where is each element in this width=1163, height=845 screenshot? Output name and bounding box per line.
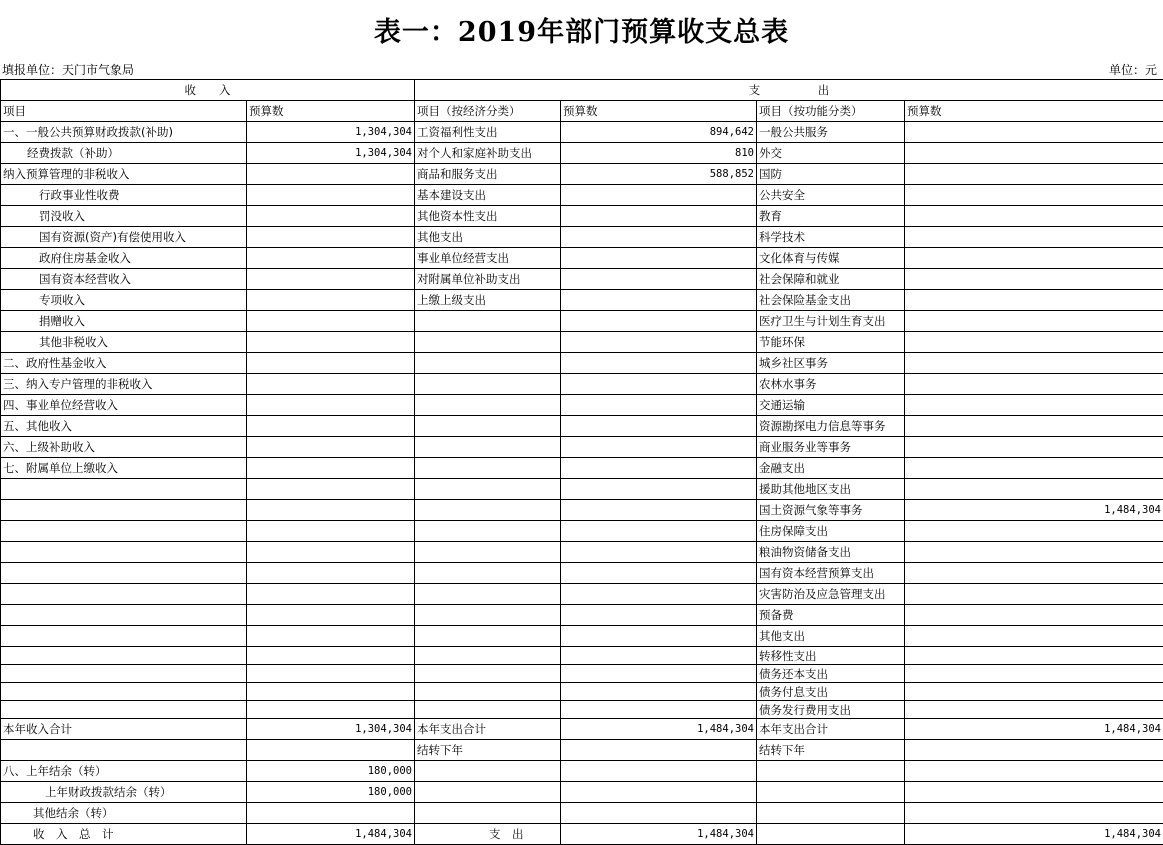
cell-income-amount xyxy=(247,248,415,269)
cell-func-amount xyxy=(905,395,1163,416)
cell-func-amount xyxy=(905,227,1163,248)
cell-income-item: 纳入预算管理的非税收入 xyxy=(1,164,247,185)
cell-income-amount xyxy=(247,521,415,542)
cell-func-amount xyxy=(905,563,1163,584)
cell-func-item: 社会保障和就业 xyxy=(757,269,905,290)
cell-econ-amount xyxy=(561,290,757,311)
table-row xyxy=(1,122,1163,143)
cell-econ-item xyxy=(415,395,561,416)
cell-income-item: 专项收入 xyxy=(1,290,247,311)
cell-econ-item xyxy=(415,374,561,395)
table-row xyxy=(1,332,1163,353)
cell-func-amount xyxy=(905,164,1163,185)
cell-func-item: 节能环保 xyxy=(757,332,905,353)
cell-func-item: 国土资源气象等事务 xyxy=(757,500,905,521)
cell-income-amount xyxy=(247,479,415,500)
cell-func-amount xyxy=(905,269,1163,290)
cell-income-item: 其他结余（转） xyxy=(1,803,247,824)
cell-func-item: 医疗卫生与计划生育支出 xyxy=(757,311,905,332)
cell-income-amount xyxy=(247,437,415,458)
cell-func-amount xyxy=(905,479,1163,500)
cell-econ-item: 支 出 xyxy=(415,824,561,845)
col-header-income-amount: 预算数 xyxy=(247,101,415,122)
cell-func-item: 农林水事务 xyxy=(757,374,905,395)
table-row xyxy=(1,824,1163,845)
cell-econ-amount xyxy=(561,416,757,437)
table-row xyxy=(1,584,1163,605)
cell-econ-amount xyxy=(561,500,757,521)
cell-econ-item: 对附属单位补助支出 xyxy=(415,269,561,290)
cell-income-amount: 180,000 xyxy=(247,761,415,782)
cell-econ-amount xyxy=(561,803,757,824)
cell-func-item: 住房保障支出 xyxy=(757,521,905,542)
cell-econ-amount: 894,642 xyxy=(561,122,757,143)
table-row xyxy=(1,269,1163,290)
table-row xyxy=(1,416,1163,437)
cell-func-item xyxy=(757,803,905,824)
cell-func-item xyxy=(757,761,905,782)
cell-income-item: 六、上级补助收入 xyxy=(1,437,247,458)
cell-income-item xyxy=(1,500,247,521)
cell-income-item xyxy=(1,542,247,563)
cell-func-amount xyxy=(905,740,1163,761)
cell-income-item xyxy=(1,683,247,701)
cell-income-item: 上年财政拨款结余（转） xyxy=(1,782,247,803)
cell-func-amount xyxy=(905,290,1163,311)
table-row xyxy=(1,353,1163,374)
cell-func-amount xyxy=(905,353,1163,374)
cell-income-amount xyxy=(247,701,415,719)
cell-econ-amount xyxy=(561,584,757,605)
cell-income-amount xyxy=(247,416,415,437)
expense-group-header: 支 出 xyxy=(415,80,1163,101)
cell-func-item: 一般公共服务 xyxy=(757,122,905,143)
table-row xyxy=(1,248,1163,269)
reporting-unit: 填报单位：天门市气象局 xyxy=(2,63,135,77)
table-row xyxy=(1,395,1163,416)
cell-func-amount: 1,484,304 xyxy=(905,719,1163,740)
cell-income-item: 七、附属单位上缴收入 xyxy=(1,458,247,479)
cell-income-item: 行政事业性收费 xyxy=(1,185,247,206)
table-row xyxy=(1,164,1163,185)
cell-econ-item xyxy=(415,332,561,353)
page-title: 表一：2019年部门预算收支总表 xyxy=(373,17,790,48)
cell-econ-item xyxy=(415,647,561,665)
cell-func-amount xyxy=(905,605,1163,626)
cell-income-item: 政府住房基金收入 xyxy=(1,248,247,269)
cell-func-amount xyxy=(905,542,1163,563)
cell-func-item: 债务发行费用支出 xyxy=(757,701,905,719)
table-row xyxy=(1,290,1163,311)
cell-func-item: 国防 xyxy=(757,164,905,185)
table-row xyxy=(1,311,1163,332)
cell-income-amount xyxy=(247,311,415,332)
table-row xyxy=(1,701,1163,719)
col-header-econ-item: 项目（按经济分类） xyxy=(415,101,561,122)
cell-econ-amount xyxy=(561,740,757,761)
cell-econ-amount xyxy=(561,626,757,647)
cell-func-amount: 1,484,304 xyxy=(905,500,1163,521)
table-row xyxy=(1,227,1163,248)
table-row xyxy=(1,740,1163,761)
cell-func-item: 灾害防治及应急管理支出 xyxy=(757,584,905,605)
cell-income-item xyxy=(1,647,247,665)
cell-func-item: 公共安全 xyxy=(757,185,905,206)
cell-func-amount xyxy=(905,647,1163,665)
cell-econ-amount xyxy=(561,605,757,626)
cell-econ-item xyxy=(415,437,561,458)
cell-func-item: 本年支出合计 xyxy=(757,719,905,740)
cell-econ-amount xyxy=(561,185,757,206)
table-row xyxy=(1,803,1163,824)
cell-func-item: 援助其他地区支出 xyxy=(757,479,905,500)
cell-func-item xyxy=(757,782,905,803)
cell-econ-item: 其他支出 xyxy=(415,227,561,248)
cell-econ-item xyxy=(415,761,561,782)
cell-econ-amount xyxy=(561,479,757,500)
cell-income-item: 五、其他收入 xyxy=(1,416,247,437)
currency-unit: 单位：元 xyxy=(1108,63,1157,77)
cell-income-amount: 1,484,304 xyxy=(247,824,415,845)
cell-income-item: 国有资源(资产)有偿使用收入 xyxy=(1,227,247,248)
table-row xyxy=(1,458,1163,479)
cell-income-amount xyxy=(247,803,415,824)
cell-econ-item: 其他资本性支出 xyxy=(415,206,561,227)
cell-income-item xyxy=(1,563,247,584)
cell-econ-item xyxy=(415,563,561,584)
cell-func-item: 债务付息支出 xyxy=(757,683,905,701)
cell-func-item: 社会保险基金支出 xyxy=(757,290,905,311)
cell-func-amount xyxy=(905,761,1163,782)
cell-func-item: 教育 xyxy=(757,206,905,227)
col-header-econ-amount: 预算数 xyxy=(561,101,757,122)
cell-income-item: 二、政府性基金收入 xyxy=(1,353,247,374)
cell-func-amount xyxy=(905,248,1163,269)
cell-econ-amount xyxy=(561,683,757,701)
cell-econ-amount: 1,484,304 xyxy=(561,719,757,740)
cell-income-amount xyxy=(247,500,415,521)
cell-income-item xyxy=(1,605,247,626)
cell-income-amount: 1,304,304 xyxy=(247,719,415,740)
cell-econ-item xyxy=(415,605,561,626)
cell-income-amount xyxy=(247,269,415,290)
cell-income-amount: 1,304,304 xyxy=(247,122,415,143)
cell-econ-item xyxy=(415,665,561,683)
cell-econ-item xyxy=(415,500,561,521)
cell-func-item: 科学技术 xyxy=(757,227,905,248)
table-row xyxy=(1,500,1163,521)
table-row xyxy=(1,626,1163,647)
cell-func-amount xyxy=(905,626,1163,647)
cell-econ-item: 商品和服务支出 xyxy=(415,164,561,185)
cell-econ-amount: 588,852 xyxy=(561,164,757,185)
cell-func-amount xyxy=(905,521,1163,542)
cell-income-amount: 1,304,304 xyxy=(247,143,415,164)
cell-econ-amount xyxy=(561,311,757,332)
table-row xyxy=(1,782,1163,803)
cell-econ-item xyxy=(415,311,561,332)
cell-econ-amount xyxy=(561,665,757,683)
cell-func-item: 交通运输 xyxy=(757,395,905,416)
cell-econ-item xyxy=(415,584,561,605)
cell-econ-amount xyxy=(561,542,757,563)
cell-econ-item: 工资福利性支出 xyxy=(415,122,561,143)
cell-income-amount xyxy=(247,458,415,479)
cell-econ-amount xyxy=(561,332,757,353)
cell-econ-item xyxy=(415,416,561,437)
cell-func-item xyxy=(757,824,905,845)
col-header-func-amount: 预算数 xyxy=(905,101,1163,122)
cell-econ-amount xyxy=(561,437,757,458)
cell-econ-amount xyxy=(561,269,757,290)
table-row xyxy=(1,542,1163,563)
cell-econ-amount xyxy=(561,782,757,803)
table-row xyxy=(1,719,1163,740)
cell-income-amount xyxy=(247,206,415,227)
table-row xyxy=(1,683,1163,701)
cell-func-item: 城乡社区事务 xyxy=(757,353,905,374)
cell-income-amount xyxy=(247,683,415,701)
cell-econ-item xyxy=(415,353,561,374)
cell-income-item xyxy=(1,479,247,500)
table-row xyxy=(1,143,1163,164)
cell-func-amount xyxy=(905,437,1163,458)
cell-income-item: 捐赠收入 xyxy=(1,311,247,332)
cell-econ-item xyxy=(415,479,561,500)
table-row xyxy=(1,437,1163,458)
cell-econ-item: 对个人和家庭补助支出 xyxy=(415,143,561,164)
cell-income-amount xyxy=(247,164,415,185)
cell-econ-item xyxy=(415,803,561,824)
cell-econ-item: 事业单位经营支出 xyxy=(415,248,561,269)
cell-income-item: 四、事业单位经营收入 xyxy=(1,395,247,416)
cell-income-item xyxy=(1,740,247,761)
cell-econ-item xyxy=(415,782,561,803)
cell-income-amount xyxy=(247,563,415,584)
cell-econ-item xyxy=(415,626,561,647)
cell-income-item xyxy=(1,584,247,605)
cell-func-amount xyxy=(905,311,1163,332)
cell-econ-item xyxy=(415,683,561,701)
cell-income-item: 本年收入合计 xyxy=(1,719,247,740)
cell-func-amount xyxy=(905,683,1163,701)
cell-income-amount xyxy=(247,647,415,665)
cell-econ-amount: 810 xyxy=(561,143,757,164)
table-row xyxy=(1,374,1163,395)
cell-income-amount xyxy=(247,626,415,647)
cell-func-amount xyxy=(905,701,1163,719)
cell-func-item: 粮油物资储备支出 xyxy=(757,542,905,563)
cell-func-item: 金融支出 xyxy=(757,458,905,479)
cell-econ-amount xyxy=(561,521,757,542)
cell-econ-amount xyxy=(561,458,757,479)
cell-econ-amount xyxy=(561,563,757,584)
cell-econ-item: 本年支出合计 xyxy=(415,719,561,740)
cell-func-item: 结转下年 xyxy=(757,740,905,761)
cell-func-item: 预备费 xyxy=(757,605,905,626)
cell-func-amount xyxy=(905,185,1163,206)
col-header-func-item: 项目（按功能分类） xyxy=(757,101,905,122)
cell-income-item xyxy=(1,701,247,719)
cell-func-amount xyxy=(905,803,1163,824)
cell-econ-item xyxy=(415,701,561,719)
cell-func-amount xyxy=(905,782,1163,803)
table-row xyxy=(1,521,1163,542)
cell-func-item: 资源勘探电力信息等事务 xyxy=(757,416,905,437)
cell-econ-amount xyxy=(561,353,757,374)
cell-income-amount xyxy=(247,395,415,416)
cell-econ-amount xyxy=(561,227,757,248)
cell-func-item: 债务还本支出 xyxy=(757,665,905,683)
table-row xyxy=(1,647,1163,665)
cell-econ-amount xyxy=(561,374,757,395)
cell-income-amount xyxy=(247,605,415,626)
cell-func-item: 商业服务业等事务 xyxy=(757,437,905,458)
budget-table xyxy=(0,79,1163,845)
cell-func-amount: 1,484,304 xyxy=(905,824,1163,845)
cell-econ-item: 结转下年 xyxy=(415,740,561,761)
cell-income-amount xyxy=(247,374,415,395)
cell-income-item: 其他非税收入 xyxy=(1,332,247,353)
cell-income-item: 一、一般公共预算财政拨款(补助) xyxy=(1,122,247,143)
cell-func-amount xyxy=(905,206,1163,227)
cell-income-amount xyxy=(247,332,415,353)
cell-econ-item xyxy=(415,542,561,563)
cell-income-item: 国有资本经营收入 xyxy=(1,269,247,290)
cell-func-item: 国有资本经营预算支出 xyxy=(757,563,905,584)
cell-func-item: 外交 xyxy=(757,143,905,164)
cell-income-amount xyxy=(247,353,415,374)
cell-func-amount xyxy=(905,143,1163,164)
cell-income-amount xyxy=(247,290,415,311)
cell-income-item: 三、纳入专户管理的非税收入 xyxy=(1,374,247,395)
col-header-income-item: 项目 xyxy=(1,101,247,122)
cell-econ-amount xyxy=(561,761,757,782)
table-row xyxy=(1,605,1163,626)
cell-func-amount xyxy=(905,374,1163,395)
cell-income-amount: 180,000 xyxy=(247,782,415,803)
cell-func-item: 转移性支出 xyxy=(757,647,905,665)
cell-func-amount xyxy=(905,122,1163,143)
cell-func-amount xyxy=(905,584,1163,605)
cell-econ-item: 上缴上级支出 xyxy=(415,290,561,311)
cell-income-item: 罚没收入 xyxy=(1,206,247,227)
income-group-header: 收 入 xyxy=(1,80,415,101)
cell-income-amount xyxy=(247,227,415,248)
cell-income-item: 八、上年结余（转） xyxy=(1,761,247,782)
cell-func-amount xyxy=(905,332,1163,353)
table-row xyxy=(1,563,1163,584)
table-row xyxy=(1,665,1163,683)
column-header-row xyxy=(1,101,1163,122)
cell-func-amount xyxy=(905,458,1163,479)
cell-income-item: 收 入 总 计 xyxy=(1,824,247,845)
table-row xyxy=(1,479,1163,500)
cell-econ-item xyxy=(415,458,561,479)
cell-func-amount xyxy=(905,416,1163,437)
table-row xyxy=(1,761,1163,782)
cell-func-amount xyxy=(905,665,1163,683)
table-row xyxy=(1,206,1163,227)
cell-econ-amount xyxy=(561,647,757,665)
cell-func-item: 文化体育与传媒 xyxy=(757,248,905,269)
cell-func-item: 其他支出 xyxy=(757,626,905,647)
cell-econ-amount xyxy=(561,248,757,269)
cell-income-item xyxy=(1,626,247,647)
cell-income-item: 经费拨款（补助） xyxy=(1,143,247,164)
cell-econ-amount xyxy=(561,206,757,227)
cell-income-amount xyxy=(247,740,415,761)
cell-income-item xyxy=(1,665,247,683)
cell-income-amount xyxy=(247,584,415,605)
cell-econ-amount: 1,484,304 xyxy=(561,824,757,845)
cell-income-item xyxy=(1,521,247,542)
group-header-row xyxy=(1,80,1163,101)
cell-income-amount xyxy=(247,185,415,206)
cell-econ-amount xyxy=(561,395,757,416)
cell-econ-item: 基本建设支出 xyxy=(415,185,561,206)
cell-income-amount xyxy=(247,665,415,683)
table-row xyxy=(1,185,1163,206)
cell-income-amount xyxy=(247,542,415,563)
cell-econ-item xyxy=(415,521,561,542)
cell-econ-amount xyxy=(561,701,757,719)
